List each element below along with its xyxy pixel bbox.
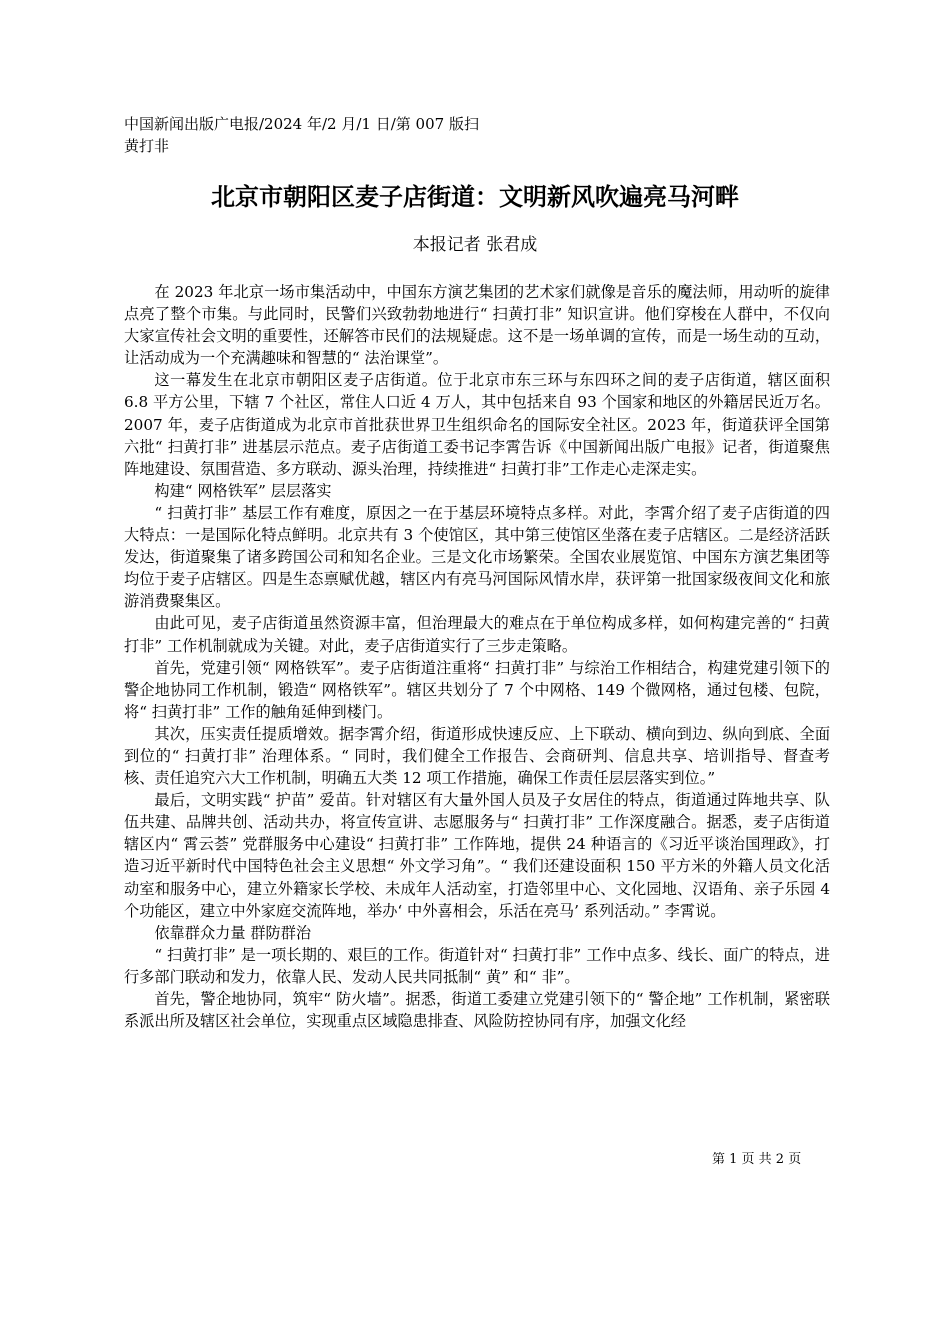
paragraph: “ 扫黄打非” 是一项长期的、艰巨的工作。街道针对“ 扫黄打非” 工作中点多、线长、面广的特点，进行多部门联动和发力，依靠人民、发动人民共同抵制“ 黄” 和“ 非”。 [124, 945, 830, 986]
section-heading: 构建“ 网格铁军” 层层落实 [154, 481, 332, 500]
paragraph: 由此可见，麦子店街道虽然资源丰富，但治理最大的难点在于单位构成多样，如何构建完善的“ 扫黄打非” 工作机制就成为关键。对此，麦子店街道实行了三步走策略。 [124, 614, 830, 655]
article-body [124, 281, 830, 1032]
paragraph: 这一幕发生在北京市朝阳区麦子店街道。位于北京市东三环与东四环之间的麦子店街道，辖区面积 6.8 平方公里，下辖 7 个社区，常住人口近 4 万人，其中包括来自 93 个国家和地区的外籍居民近万名。2007 年，麦子店街道成为北京市首批获世界卫生组织命名的国际安全社区。2023 年，街道获评全国第六批“ 扫黄打非” 进基层示范点。麦子店街道工委书记李霄告诉《中国新闻出版广电报》记者，街道聚焦阵地建设、氛围营造、多方联动、源头治理，持续推进“ 扫黄打非”工作走心走深走实。 [124, 371, 830, 478]
paragraph: 最后，文明实践“ 护苗” 爱苗。针对辖区有大量外国人员及子女居住的特点，街道通过阵地共享、队伍共建、品牌共创、活动共办，将宣传宣讲、志愿服务与“ 扫黄打非” 工作深度融合。据悉，麦子店街道辖区内“ 霄云荟” 党群服务中心建设“ 扫黄打非” 工作阵地，提供 24 种语言的《习近平谈治国理政》，打造习近平新时代中国特色社会主义思想“ 外文学习角”。“ 我们还建设面积 150 平方米的外籍人员文化活动室和服务中心，建立外籍家长学校、未成年人活动室，打造邻里中心、文化园地、汉语角、亲子乐园 4 个功能区，建立中外家庭交流阵地，举办‘ 中外喜相会，乐活在亮马’ 系列活动。” 李霄说。 [124, 791, 830, 920]
section-heading: 依靠群众力量 群防群治 [154, 923, 312, 942]
page-indicator: 第 1 页 共 2 页 [712, 1152, 802, 1167]
paragraph: “ 扫黄打非” 基层工作有难度，原因之一在于基层环境特点多样。对此，李霄介绍了麦子店街道的四大特点：一是国际化特点鲜明。北京共有 3 个使馆区，其中第三使馆区坐落在麦子店辖区。二是经济活跃发达，街道聚集了诸多跨国公司和知名企业。三是文化市场繁荣。全国农业展览馆、中国东方演艺集团等均位于麦子店辖区。四是生态禀赋优越，辖区内有亮马河国际风情水岸，获评第一批国家级夜间文化和旅游消费聚集区。 [124, 503, 830, 611]
article-title: 北京市朝阳区麦子店街道：文明新风吹遍亮马河畔 [211, 183, 739, 211]
paragraph: 其次，压实责任提质增效。据李霄介绍，街道形成快速反应、上下联动、横向到边、纵向到底、全面到位的“ 扫黄打非” 治理体系。“ 同时，我们健全工作报告、会商研判、信息共享、培训指导、督查考核、责任追究六大工作机制，明确五大类 12 项工作措施，确保工作责任层层落实到位。” [124, 724, 830, 788]
article-byline: 本报记者 张君成 [412, 235, 538, 255]
paragraph: 在 2023 年北京一场市集活动中，中国东方演艺集团的艺术家们就像是音乐的魔法师，用动听的旋律点亮了整个市集。与此同时，民警们兴致勃勃地进行“ 扫黄打非” 知识宣讲。他们穿梭在人群中，不仅向大家宣传社会文明的重要性，还解答市民们的法规疑虑。这不是一场单调的宣传，而是一场生动的互动，让活动成为一个充满趣味和智慧的“ 法治课堂”。 [124, 283, 830, 368]
paragraph: 首先，党建引领“ 网格铁军”。麦子店街道注重将“ 扫黄打非” 与综治工作相结合，构建党建引领下的警企地协同工作机制，锻造“ 网格铁军”。辖区共划分了 7 个中网格、149 个微网格，通过包楼、包院，将“ 扫黄打非” 工作的触角延伸到楼门。 [124, 658, 830, 721]
paragraph: 首先，警企地协同，筑牢“ 防火墙”。据悉，街道工委建立党建引领下的“ 警企地” 工作机制，紧密联系派出所及辖区社会单位，实现重点区域隐患排查、风险防控协同有序，加强文化经 [124, 990, 830, 1031]
source-line: 中国新闻出版广电报/2024 年/2 月/1 日/第 007 版扫黄打非 [124, 115, 479, 155]
